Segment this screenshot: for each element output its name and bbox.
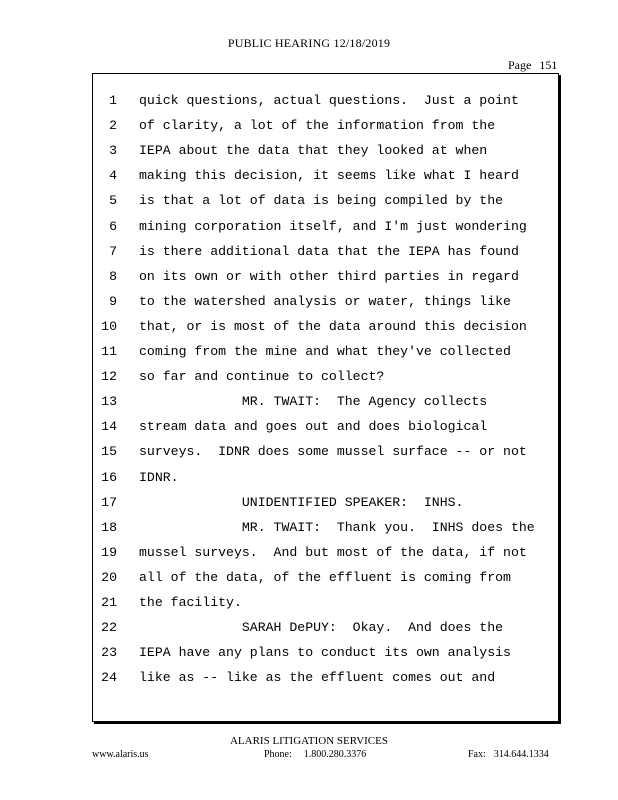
line-text: on its own or with other third parties in regard: [139, 268, 519, 284]
line-number: 1: [109, 93, 117, 108]
line-text: IDNR.: [139, 469, 179, 485]
line-text: to the watershed analysis or water, things like: [139, 293, 511, 309]
transcript-line: [93, 444, 558, 469]
line-number: 7: [109, 243, 117, 259]
line-text: coming from the mine and what they've collected: [139, 344, 511, 359]
transcript-line: [93, 595, 558, 620]
transcript-line: [93, 495, 558, 520]
fax-number: 314.644.1334: [493, 749, 549, 760]
phone-info: [264, 749, 366, 760]
line-number: 24: [101, 670, 117, 686]
line-text: is that a lot of data is being compiled by the: [139, 193, 504, 209]
transcript-line: [93, 470, 558, 495]
line-number: 23: [101, 645, 117, 661]
transcript-line: [93, 394, 558, 419]
line-number: 14: [101, 419, 117, 435]
line-text: all of the data, of the effluent is coming from: [139, 569, 511, 585]
line-text: so far and continue to collect?: [139, 369, 385, 385]
line-number: 4: [109, 168, 117, 184]
transcript-line: [93, 620, 558, 645]
transcript-line: [93, 570, 558, 595]
phone-number: 1.800.280.3376: [303, 749, 367, 760]
line-text: making this decision, it seems like what I heard: [139, 168, 519, 184]
line-text: is there additional data that the IEPA has found: [139, 243, 519, 259]
transcript-line: [93, 645, 558, 670]
page-number: 151: [539, 58, 558, 72]
hearing-title: PUBLIC HEARING 12/18/2019: [227, 36, 391, 50]
transcript-line: [93, 520, 558, 545]
line-text: mining corporation itself, and I'm just wondering: [139, 218, 527, 234]
line-number: 21: [101, 595, 117, 610]
transcript-line: [93, 369, 558, 394]
line-number: 19: [101, 544, 117, 560]
line-text: like as -- like as the effluent comes out and: [139, 670, 496, 686]
line-text: UNIDENTIFIED SPEAKER: INHS.: [139, 494, 464, 510]
fax-info: [468, 749, 549, 760]
line-number: 20: [101, 569, 117, 585]
line-text: MR. TWAIT: The Agency collects: [139, 394, 488, 410]
transcript-line: [93, 168, 558, 193]
line-text: that, or is most of the data around this decision: [139, 318, 527, 334]
transcript-line: [93, 193, 558, 218]
line-text: IEPA have any plans to conduct its own analysis: [139, 645, 511, 661]
phone-label: Phone:: [264, 749, 292, 760]
line-number: 12: [101, 369, 117, 385]
line-number: 16: [101, 469, 117, 485]
website-link[interactable]: www.alaris.us: [92, 749, 149, 760]
transcript-line: [93, 670, 558, 695]
transcript-line: [93, 219, 558, 244]
line-number: 17: [101, 494, 117, 510]
line-number: 2: [109, 118, 117, 134]
line-number: 15: [101, 444, 117, 460]
line-number: 13: [101, 394, 117, 410]
page-label: Page: [508, 58, 532, 72]
page-indicator: [508, 58, 557, 73]
line-text: IEPA about the data that they looked at when: [139, 143, 488, 159]
contact-row: [0, 749, 618, 763]
line-text: MR. TWAIT: Thank you. INHS does the: [139, 519, 535, 535]
line-text: SARAH DePUY: Okay. And does the: [139, 620, 504, 636]
line-text: stream data and goes out and does biological: [139, 419, 488, 435]
fax-label: Fax:: [468, 749, 486, 760]
line-text: surveys. IDNR does some mussel surface -- or not: [139, 444, 527, 460]
transcript-line: [93, 319, 558, 344]
line-text: of clarity, a lot of the information from the: [139, 118, 496, 134]
line-number: 6: [109, 218, 117, 234]
line-text: mussel surveys. And but most of the data, if not: [139, 544, 527, 560]
line-number: 11: [101, 344, 117, 359]
line-number: 22: [101, 620, 117, 636]
transcript-line: [93, 93, 558, 118]
transcript-line: [93, 545, 558, 570]
company-name: ALARIS LITIGATION SERVICES: [229, 735, 388, 747]
transcript-line: [93, 143, 558, 168]
transcript-line: [93, 294, 558, 319]
transcript-frame: [92, 73, 559, 722]
transcript-line: [93, 344, 558, 369]
line-number: 10: [101, 318, 117, 334]
line-number: 5: [109, 193, 117, 209]
line-number: 8: [109, 268, 117, 284]
transcript-line: [93, 118, 558, 143]
line-text: the facility.: [139, 595, 242, 610]
transcript-line: [93, 244, 558, 269]
transcript-line: [93, 419, 558, 444]
line-number: 3: [109, 143, 117, 159]
line-number: 9: [109, 293, 117, 309]
line-number: 18: [101, 519, 117, 535]
line-text: quick questions, actual questions. Just a point: [139, 93, 519, 108]
transcript-line: [93, 269, 558, 294]
